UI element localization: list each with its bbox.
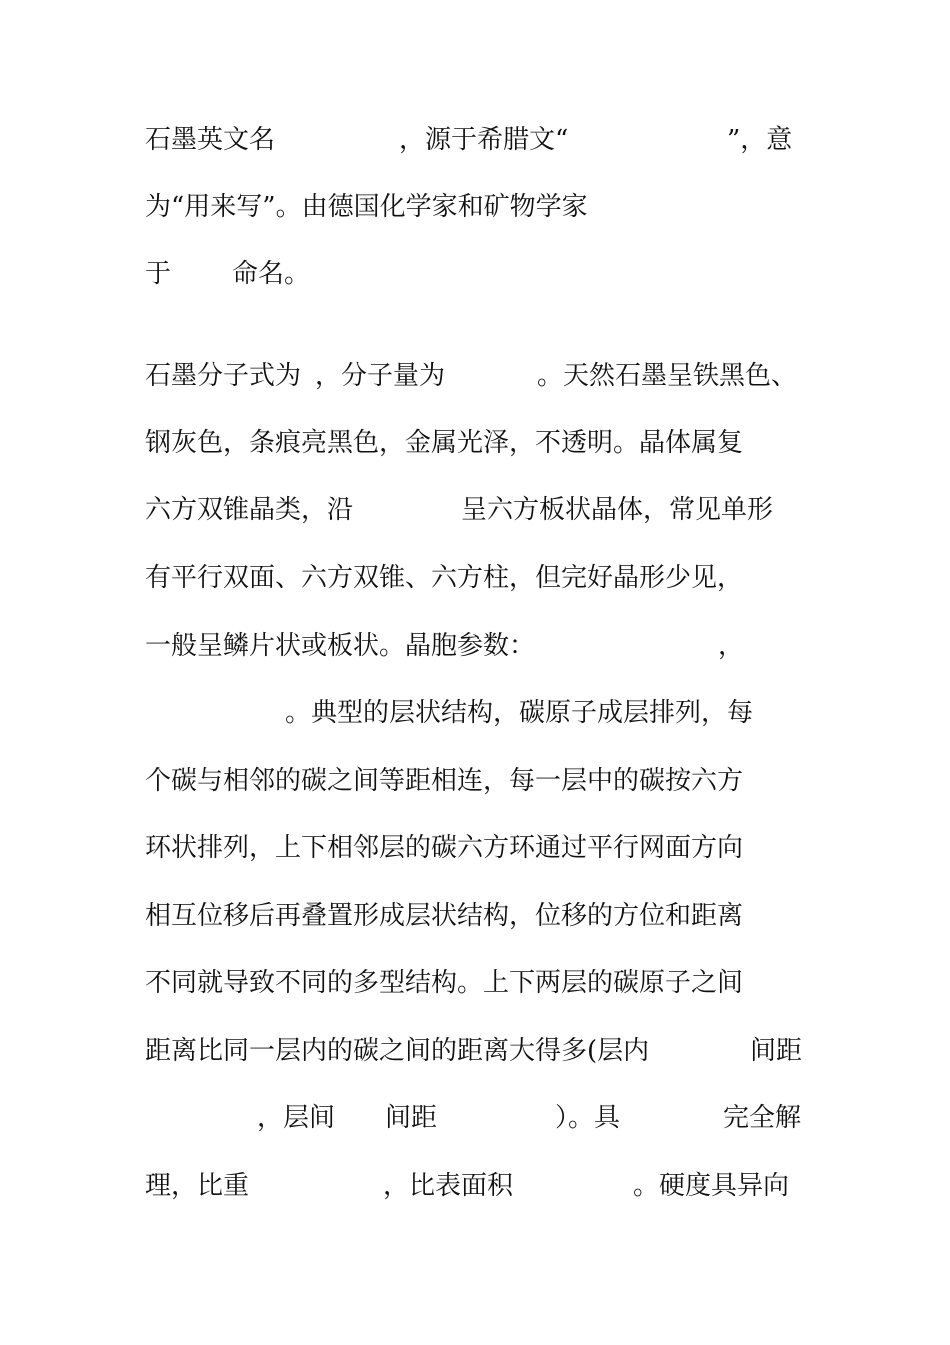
text-segment: 六方双锥晶类，沿 [145,495,354,525]
text-line [145,1098,807,1138]
text-segment: 间距 [750,1036,803,1066]
text-segment: ）。具 [555,1103,621,1133]
text-segment: 完全解 [723,1103,802,1133]
text-segment: 为“用来写”。由德国化学家和矿物学家 [145,192,588,222]
text-line [145,490,807,530]
text-line [145,558,807,598]
text-line [145,1166,807,1206]
text-line [145,187,807,227]
text-segment: ，比表面积 [383,1171,514,1201]
text-segment: ”，意 [727,125,793,155]
text-segment: 。硬度具异向 [633,1171,790,1201]
text-line [145,120,807,160]
text-segment: 命名。 [232,259,311,289]
text-segment: 。典型的层状结构，碳原子成层排列，每 [285,698,754,728]
text-line [145,423,807,463]
text-line [145,828,807,868]
text-segment: ，源于希腊文“ [399,125,569,155]
text-line [145,963,807,1003]
text-segment: 间距 [385,1103,438,1133]
text-segment: 石墨英文名 [145,125,276,155]
text-line [145,356,807,396]
text-segment: ， [718,631,745,661]
text-segment: 个碳与相邻的碳之间等距相连，每一层中的碳按六方 [145,766,744,796]
text-segment: 于 [145,259,172,289]
text-segment: ，层间 [257,1103,336,1133]
text-segment: 。天然石墨呈铁黑色、 [537,361,798,391]
text-line [145,896,807,936]
text-line [145,761,807,801]
text-segment: 理，比重 [145,1171,250,1201]
text-line [145,626,807,666]
text-segment: 不同就导致不同的多型结构。上下两层的碳原子之间 [145,968,744,998]
text-segment: 相互位移后再叠置形成层状结构，位移的方位和距离 [145,901,744,931]
text-segment: 有平行双面、六方双锥、六方柱，但完好晶形少见， [145,563,744,593]
text-segment: 呈六方板状晶体，常见单形 [461,495,774,525]
text-segment: 环状排列，上下相邻层的碳六方环通过平行网面方向 [145,833,744,863]
text-line [145,254,807,294]
text-line [145,1031,807,1071]
text-line [145,693,807,733]
text-segment: 石墨分子式为 [145,361,302,391]
text-segment: 一般呈鳞片状或板状。晶胞参数： [145,631,536,661]
text-segment: 距离比同一层内的碳之间的距离大得多(层内 [145,1036,650,1066]
text-segment: ，分子量为 [315,361,446,391]
text-segment: 钢灰色，条痕亮黑色，金属光泽，不透明。晶体属复 [145,428,744,458]
